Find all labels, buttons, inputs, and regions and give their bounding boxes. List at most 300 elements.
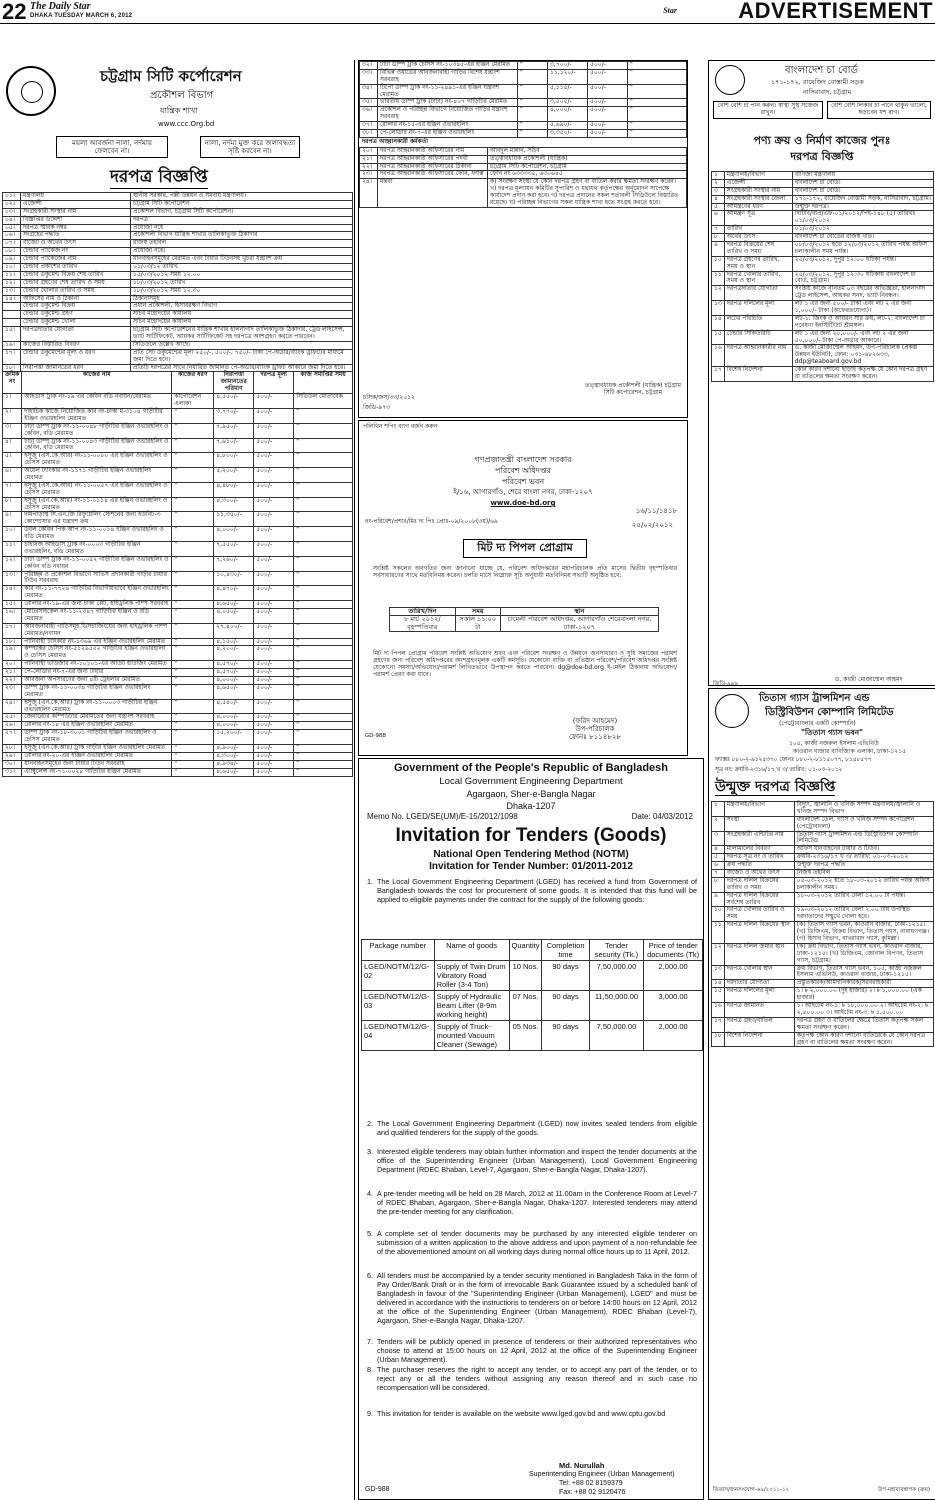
ccc-works-row-cell: ৫০০/- — [254, 661, 294, 669]
ccc-works-row-cell: কার্পোরেশন এলাকা — [172, 394, 214, 409]
ccc-works-row-cell: ৪,৬৫০/- — [214, 601, 254, 609]
ccc-works-row-cell: " — [294, 646, 353, 661]
doe-signature — [569, 717, 621, 741]
ccc-works-row-cell: ৩,৭৭০/- — [214, 408, 254, 423]
tea-row — [712, 256, 934, 271]
ccc-info-row-cell: দরপত্রদাতার যোগ্যতা — [21, 327, 131, 342]
ccc-works-row-cell: ৫০০/- — [254, 684, 294, 699]
ccc-works-row-cell: ৪,০০০/- — [214, 714, 254, 722]
ccc-works-row-cell: ২৮। — [3, 745, 22, 753]
titas-row-cell: ৯ — [712, 892, 725, 907]
titas-row-cell: দরপত্র দলিল বিক্রয়ের সর্বশেষ তারিখ — [724, 892, 794, 907]
tea-row-cell: ২৫/০৩/২০১২, দুপুর ১২:০০ ঘটিকা পর্যন্ত। — [792, 256, 933, 271]
ccc-slogan-right: নালা, নর্দমা মুক্ত করে জলাবদ্ধতা সৃষ্টি করবেন না। — [200, 136, 300, 158]
ccc-works-row-cell: " — [172, 453, 214, 468]
ccc-info-row-cell: চট্টগ্রাম সিটি কর্পোরেশন — [131, 200, 353, 208]
titas-row — [712, 816, 934, 831]
titas-row-cell: ১০ — [712, 907, 725, 922]
ccc-cont-row — [360, 84, 687, 99]
ccc-cont-row-cell: " — [628, 69, 687, 84]
ccc-works-row-cell: ৪,০০০/- — [214, 677, 254, 685]
ccc-works-row-cell: " — [294, 661, 353, 669]
ccc-cont-row-cell: ৫০০/- — [588, 84, 628, 99]
ccc-info-row-cell: চট্টগ্রাম সিটি কর্পোরেশনের যান্ত্রিক শাখার হালনাগাদ তালিকাভুক্ত ঠিকাদার, ট্রেড লাইসেন্স, ভ্যাট সার্টিফিকেট, আয়কর সার্টিফিকেট সহ দরপত্রে অংশগ্রহণ করতে পারবেন। — [131, 327, 353, 342]
ccc-works-row-cell: ইসুজু (এস.কে.আর) নং-১১-০০৫৭ এর ইঞ্জিন ওভারহলিং ও চেসিস মেরামত — [22, 482, 172, 497]
titas-row-cell: দরপত্র দলিল জমার স্থান — [724, 943, 794, 965]
ccc-info-row-cell: ১৮/০৩/২০১২ তারিখ — [131, 279, 353, 287]
titas-row-cell: মালামালের বিবরণ — [724, 846, 794, 854]
ccc-cont-row-cell: টিপো ডাম্প ট্রাক নং-১১-২৪৯১-এর ইঞ্জিন যন্ত্রাংশ মেরামত — [378, 84, 518, 99]
ccc-official-row-cell: মন্তব্য — [378, 179, 488, 208]
lged-td: 3,000.00 — [644, 991, 703, 1021]
tea-row-cell: বাংলাদেশ চা বোর্ডের রাজস্ব খাত। — [792, 234, 933, 242]
tea-row — [712, 187, 934, 195]
ccc-info-row-cell: সচিব মহোদয়ের কার্যালয় — [131, 311, 353, 319]
section-title: ADVERTISEMENT — [738, 0, 933, 23]
ccc-works-row-cell: ৫০০/- — [254, 453, 294, 468]
doe-website: www.doe-bd.org — [490, 499, 556, 507]
tea-row — [712, 286, 934, 301]
ccc-info-row-cell: ০১/০৩/১২ তারিখ — [131, 264, 353, 272]
tea-row-cell: ১১ — [712, 271, 725, 286]
ccc-works-row-cell: ৩১। — [3, 768, 22, 776]
titas-row-cell: ক্রয়বি-২৩১৬/১৭ খ ৩/ তারিখ: ০১-০৩-২০১২ — [794, 854, 933, 862]
ccc-works-table — [3, 394, 353, 776]
lged-signature-title: Superintending Engineer (Urban Management) — [529, 1471, 675, 1478]
ccc-info-row-cell: ০৯। — [3, 256, 21, 264]
ccc-info-row-cell — [3, 311, 21, 319]
ccc-info-row-cell: ০৩। — [3, 208, 21, 216]
tea-row-cell: লট ১ এর জন্য ২০,০০০/- এবং লট ২ এর জন্য ৫০,০০০/- টাকা পে-অর্ডার আকারে। — [792, 330, 933, 345]
doe-strip: পলিথিন শপিং ব্যাগ বর্জন করুন — [363, 423, 438, 430]
titas-row-cell: দরপত্র খোলার তারিখ ও সময় — [724, 907, 794, 922]
ccc-works-row-cell: " — [294, 497, 353, 512]
titas-row — [712, 877, 934, 892]
ccc-cont-row-cell: পে-লোডার নং-৭-এর ইঞ্জিন ওভারহলিং — [378, 130, 518, 138]
ccc-info-row-cell: প্রতি সেট ডকুমেন্টের মূল্য ২৫০/-, ৫০০/-, ৭৫০/- টাকা পে-অর্ডার/ব্যাংক ড্রাফটের মাধ্যমে জমা দিতে হবে। — [131, 349, 353, 364]
ccc-info-row-cell: ঠিকানাসমূহ — [131, 295, 353, 303]
ccc-works-row-cell: " — [172, 571, 214, 586]
ccc-info-row-cell: ১৩। — [3, 287, 21, 295]
tea-table — [711, 171, 934, 382]
ccc-works-row-cell: " — [294, 684, 353, 699]
doe-schedule-table — [389, 607, 659, 632]
ccc-works-row-cell: " — [294, 408, 353, 423]
ccc-works-row-cell: ৫০০/- — [254, 394, 294, 409]
ccc-official-row — [360, 155, 687, 163]
titas-row — [712, 1003, 934, 1018]
doe-header-address: ই/১৬, আগারগাঁও, শেরে বাংলা নগর, ঢাকা-১২০৭ — [453, 488, 593, 496]
ccc-info-row-cell: প্রতিটি দরপত্রের সাথে নির্ধারিত জামানত পে-অর্ডার/ব্যাংক ড্রাফট আকারে জমা দিতে হবে। — [131, 364, 353, 372]
ccc-cont-row-cell: ৩৮। — [360, 130, 378, 138]
ccc-works-row-cell: ৫০০/- — [254, 527, 294, 542]
ccc-works-row-cell: " — [172, 661, 214, 669]
tea-row-cell: ০১/০৩/২০১২ — [792, 226, 933, 234]
titas-row-cell: বিশেষ নির্দেশনা — [724, 1032, 794, 1047]
titas-row-cell: ০৫-০৩-২০১২ হতে ১৮-০৩-২০১২ তারিখ পর্যন্ত অফিস চলাকালীন সময়। — [794, 877, 933, 892]
titas-row — [712, 1017, 934, 1032]
tea-row-cell: সংশ্লিষ্ট কাজে ন্যূনতম ০৩ বছরের অভিজ্ঞতা, হালনাগাদ ট্রেড লাইসেন্স, আয়কর সনদ, ভ্যাট নিবন্ধন। — [792, 286, 933, 301]
ccc-works-row-cell: ৫। — [3, 453, 22, 468]
ccc-works-row-cell: ৪,০০০/- — [214, 722, 254, 730]
ccc-works-row-cell: " — [172, 512, 214, 527]
ccc-works-row-cell: " — [172, 541, 214, 556]
ccc-cont-row-cell: " — [518, 69, 548, 84]
ccc-works-row — [3, 438, 353, 453]
ccc-works-row-cell: " — [294, 601, 353, 609]
ccc-works-row-cell: ৫০০/- — [254, 541, 294, 556]
doe-header-gov: গণপ্রজাতন্ত্রী বাংলাদেশ সরকার — [474, 455, 572, 464]
titas-row-cell: ১৯-০৩-২০১২ তারিখ বেলা ২.০০ টায় উপস্থিত দরদাতাদের সম্মুখে খোলা হবে। — [794, 907, 933, 922]
ccc-works-row-cell: পানিবাহী ভাউজার নং-১০১০১-এর আউট হাউজিং মেরামত — [22, 661, 172, 669]
ccc-works-row-cell: ৮। — [3, 497, 22, 512]
ccc-title: দরপত্র বিজ্ঞপ্তি — [110, 167, 208, 187]
tea-row-cell: ৮ — [712, 234, 725, 242]
ccc-info-row-cell: মন্ত্রণালয় — [21, 193, 131, 201]
ccc-cont-row-cell: ৩,৫০৫/- — [548, 99, 588, 107]
ccc-works-row-cell: " — [172, 482, 214, 497]
tea-table-body — [712, 172, 934, 382]
ccc-works-row-cell: ৫,২০০/- — [214, 468, 254, 483]
ccc-works-row-cell: " — [172, 423, 214, 438]
ccc-works-row-cell: টাটা ডাম্প ট্রাক নং-১১-০০৪৩ গাড়ীটির ইঞ্জিন ওভারহলিং ও কেবিন, বডি মেরামত — [22, 438, 172, 453]
titas-row-cell: ১। আইটেম নং-১: ৳ ১৮,০০০.০০ ২। আইটেম নং-২: ৳ ২,৫০০.০০ ৩। আইটেম নং-৩: ৳ ১,৫০০.০০ — [794, 1003, 933, 1018]
ccc-works-row-cell: যানবাহনসমূহের জন্য টায়ার টিউব সরবরাহ — [22, 760, 172, 768]
ccc-info-row-cell: বাজেট ও অর্থের উৎস — [21, 240, 131, 248]
ccc-works-row-cell: ৫০০/- — [254, 722, 294, 730]
titas-address-1: ১০৫, কাজী নজরুল ইসলাম এভিনিউ — [789, 740, 879, 747]
ccc-works-row — [3, 623, 353, 638]
tea-row-cell: বাংলাদেশ চা বোর্ড। — [792, 187, 933, 195]
ccc-logo-icon — [6, 66, 56, 116]
tea-row — [712, 242, 934, 257]
ccc-works-row-cell: " — [172, 623, 214, 638]
lged-para-text: The purchaser reserves the right to accept any tender, or to accept any part of the tender, or to reject any or all the tenders without assigning any reason thereof and in such case no recompensation will be considered. — [377, 1365, 697, 1392]
lged-td: Supply of Truck-mounted Vacuum Cleaner (Sewage) — [434, 1021, 509, 1051]
ccc-works-row-cell: ৫০০/- — [254, 730, 294, 745]
ccc-works-row-cell: ডাম্প ট্রাক নং-১১-০০৩৪ গাড়িটির ইঞ্জিন ওভারহলিং মেরামত — [22, 684, 172, 699]
ccc-cont-row-cell: টাটা ডাম্প ট্রাক চেসিস নং-১০৩৪৫-এর ইঞ্জিন মেরামত — [378, 62, 518, 70]
ccc-works-row-cell: ১৮। — [3, 638, 22, 646]
ccc-cont-row-cell: প্রকৌশল ও পরিচ্ছন্ন বিভাগে নিয়োজিত গাড়ির যন্ত্রাংশ সরবরাহ — [378, 107, 518, 122]
lged-date: Date: 04/03/2012 — [631, 812, 693, 821]
ccc-works-row-cell: দাহাচিক কাজে নিয়োজিত কার নং-ঢাকা ম-৩১০৪ গাড়ীটির ইঞ্জিন ওভারহলিং মেরামত — [22, 408, 172, 423]
lged-subtitle-number: Invitation for Tender Number: 01/2011-2012 — [429, 861, 633, 872]
ccc-official-row-cell: ২১। — [360, 155, 378, 163]
lged-fax: Fax: +88 02 9120476 — [559, 1489, 626, 1496]
ccc-cont-row-cell: ৩৬। — [360, 107, 378, 122]
ccc-works-row-cell: " — [294, 438, 353, 453]
ccc-cont-row — [360, 107, 687, 122]
ccc-cont-row — [360, 69, 687, 84]
ccc-works-row-cell: " — [172, 468, 214, 483]
titas-gas-notice — [708, 688, 935, 1500]
titas-row-cell: মন্ত্রণালয়/বিভাগ — [724, 802, 794, 817]
ccc-works-row-cell: সিডিউল মোতাবেক — [294, 394, 353, 409]
ccc-works-row-cell: " — [172, 608, 214, 623]
ccc-works-row — [3, 527, 353, 542]
ccc-official-row-cell: ২২। — [360, 163, 378, 171]
ccc-works-row-cell: ডাম্প ট্রাক নং-১৮-৩০০১ গাড়িটির ইঞ্জিন ওভারহলিং ও চেসিস মেরামত — [22, 730, 172, 745]
ccc-info-row-cell: টেন্ডার ডকুমেন্ট বিক্রয় শেষ তারিখ — [21, 271, 131, 279]
tea-row-cell: দরপত্রদাতার যোগ্যতা — [724, 286, 792, 301]
lged-para — [367, 1229, 697, 1256]
titas-row-cell: ১৮-০৩-২০১২ তারিখ বেলা ১২.০০ টা পর্যন্ত। — [794, 892, 933, 907]
tea-row-cell: ১৫ — [712, 330, 725, 345]
ccc-works-row-cell: " — [294, 760, 353, 768]
ccc-info-row-cell: ০৮। — [3, 248, 21, 256]
tea-slogan-1: বেশি বেশি চা পান করুন। স্বাস্থ্য সুস্থ সজেজ রাখুন। — [713, 101, 823, 119]
ccc-works-row-cell: ৫০০/- — [254, 408, 294, 423]
ccc-works-row-cell: পরিচ্ছন্ন ও প্রকৌশল বিভাগে সার্ভিস প্রদানকারী গাড়ীর টায়ার টিউব সরবরাহ — [22, 571, 172, 586]
doe-th-venue: স্থান — [500, 608, 658, 616]
ccc-works-row-cell: " — [172, 669, 214, 677]
lged-para — [367, 1147, 697, 1174]
titas-row-cell: দরপত্র জামানত — [724, 1003, 794, 1018]
lged-td: LGED/NOTM/12/G-02 — [362, 961, 435, 991]
ccc-works-row-cell: " — [294, 586, 353, 601]
tea-id: জিডি-৯৯৬ — [713, 681, 738, 686]
ccc-works-row-cell: রোলার নং-১৯-এর জন্য চাকা প্লেট, হাইড্রলিক পাম্প সরবরাহ — [22, 601, 172, 609]
ccc-works-row-cell: ৫০০/- — [254, 638, 294, 646]
titas-row-cell: (ক) ক্রয় বিভাগ, তিতাস গ্যাস ভবন, কাওরান বাজার, ঢাকা-১২১৫। (খ) ডিজিএম, জোনাল বিপণন, তিতাস গ্যাস, চট্টগ্রাম। — [794, 943, 933, 965]
ccc-works-row-cell: " — [294, 722, 353, 730]
lged-para-num: 5. — [367, 1229, 373, 1238]
lged-para-num: 3. — [367, 1147, 373, 1156]
ccc-works-row-cell: " — [294, 730, 353, 745]
lged-address-2: Dhaka-1207 — [506, 801, 556, 811]
tea-row-cell: ৭ — [712, 226, 725, 234]
ccc-works-row-cell: " — [294, 453, 353, 468]
ccc-signature: তত্ত্বাবধায়ক প্রকৌশলী (যান্ত্রিক) চট্টগ্রাম সিটি কর্পোরেশন, চট্টগ্রাম — [585, 382, 681, 396]
ccc-cont-row-cell: ৩৭। — [360, 122, 378, 130]
tea-row-cell: ৩ — [712, 187, 725, 195]
lged-td: 11,50,000.00 — [589, 991, 644, 1021]
ccc-works-row-cell: ১৯। — [3, 646, 22, 661]
lged-td: LGED/NOTM/12/G-04 — [362, 1021, 435, 1051]
ccc-id: জিডি-৯৭৩ — [363, 404, 391, 411]
ccc-works-row-cell: ৯। — [3, 512, 22, 527]
ccc-info-row — [3, 279, 353, 287]
ccc-info-row-cell: সংগ্রহের পদ্ধতি — [21, 232, 131, 240]
tea-row-cell: ১ — [712, 172, 725, 180]
ccc-works-row-cell: অয়েল ট্যাংকার নং-১১৭১ গাড়ীটির ইঞ্জিন ওভারহলিং মেরামত — [22, 468, 172, 483]
titas-row-cell: দরপত্র দলিলের মূল্য — [724, 988, 794, 1003]
ccc-works-row-cell: " — [294, 482, 353, 497]
ccc-cont-row-cell: ৫০০/- — [588, 107, 628, 122]
ccc-info-row-cell: ১৮। — [3, 364, 21, 372]
titas-row — [712, 892, 934, 907]
ccc-info-row-cell: টেন্ডার ডকুমেন্ট গ্রহণ — [21, 311, 131, 319]
ccc-info-row-cell: কাজের বিস্তারিত বিবরণ — [21, 341, 131, 349]
tea-row — [712, 301, 934, 316]
ccc-works-row-cell: ৪,৫৭০/- — [214, 669, 254, 677]
ccc-works-row-cell: ৫০০/- — [254, 646, 294, 661]
ccc-works-row-cell: ৫০০/- — [254, 745, 294, 753]
ccc-cont-row-cell: " — [518, 107, 548, 122]
doe-memo: নং-পরিবেশ/প্রশাঃ/মিঃ দ্য পিঃ প্রোঃ-০৯/২০০৮(৩য়)/৬৯ — [365, 518, 498, 525]
ccc-info-row — [3, 349, 353, 364]
titas-memo: সূত্র নং: ক্রয়বি-২৩১৬/১৭ খ ৩/ তারিখ: ০১-০৩-২০১২ — [715, 767, 843, 773]
tea-row-cell: উন্মুক্ত দরপত্র। — [792, 203, 933, 211]
titas-row-cell: দরদাতার যোগ্যতা — [724, 980, 794, 988]
ccc-official-row — [360, 179, 687, 208]
ccc-works-row-cell: আইডাস ট্রাক নং-১৯ এর কেবিন বডি নবায়ন/মেরামত — [22, 394, 172, 409]
ccc-works-row-cell: " — [172, 752, 214, 760]
titas-table-body — [712, 802, 934, 1047]
lged-td: 10 Nos. — [509, 961, 542, 991]
ccc-cont-row — [360, 130, 687, 138]
lged-goods-table — [361, 939, 703, 1051]
titas-org-2: ডিস্ট্রিবিউশন কোম্পানি লিমিটেড — [765, 707, 894, 718]
ccc-works-row-cell: ইসুজু (এন.কে.আর) ট্রাক গাড়ীর ইঞ্জিন ওভারহলিং মেরামত — [22, 745, 172, 753]
ccc-works-row-cell: ২১। — [3, 669, 22, 677]
titas-row-cell: ৫ — [712, 854, 725, 862]
lged-para-text: A complete set of tender documents may be purchased by any interested eligible tenderer on submission of a written application to the above address and upon payment of a non-refundable fee of the abovementioned amount on all working days during normal office hours up to 11 April, 2012. — [377, 1229, 697, 1256]
ccc-cont-row-cell: " — [518, 122, 548, 130]
ccc-info-row-cell: টেন্ডার প্রকাশের তারিখ — [21, 264, 131, 272]
tea-row-cell: বাণিজ্য মন্ত্রণালয় — [792, 172, 933, 180]
lged-th: Price of tender documents (Tk) — [644, 940, 703, 961]
paper-date: DHAKA TUESDAY MARCH 6, 2012 — [30, 13, 133, 19]
ccc-official-table — [360, 147, 687, 207]
ccc-works-row — [3, 408, 353, 423]
ccc-cont-row-cell: ১১,১২০/- — [548, 69, 588, 84]
ccc-org-name: চট্টগ্রাম সিটি কর্পোরেশন — [100, 67, 242, 85]
ccc-info-row — [3, 216, 353, 224]
lged-td: 90 days — [542, 991, 589, 1021]
titas-row — [712, 965, 934, 980]
ccc-info-row-cell: ০৫। — [3, 224, 21, 232]
lged-para-num: 8. — [367, 1365, 373, 1374]
ccc-works-row — [3, 423, 353, 438]
ccc-cont-row-cell: ৫,১১৫/- — [548, 84, 588, 99]
ccc-info-row-cell: রাজস্ব তহবিল — [131, 240, 353, 248]
paper-name: The Daily Star — [30, 1, 91, 12]
ccc-info-row-cell: ০১। — [3, 193, 21, 201]
ccc-works-row-cell: " — [172, 556, 214, 571]
ccc-works-row-cell: ১০,৪৩০/- — [214, 571, 254, 586]
ccc-works-row-cell: ১৭। — [3, 623, 22, 638]
ccc-works-header — [3, 372, 353, 394]
ccc-works-row-cell: ৫০০/- — [254, 571, 294, 586]
ccc-works-row-cell: জেনারেটর কম্পিউটার মেরামতের জন্য যন্ত্রাংশ সরবরাহ — [22, 714, 172, 722]
ccc-branch: যান্ত্রিক শাখা — [160, 106, 198, 115]
ccc-official-row-cell: ফোন নং ৬৩৩৩৩৫, ৬৩০৬৪৫ — [488, 171, 687, 179]
tea-row-cell: লট-১: জিংক ও আয়রন সার ক্রয়, লট-২: বাংলাদেশ চা গবেষণা ইনস্টিটিউট শ্রীমঙ্গল। — [792, 315, 933, 330]
ccc-works-row-cell: " — [294, 677, 353, 685]
tea-row-cell: সংগ্রহকারী সংস্থার নাম — [724, 187, 792, 195]
ccc-official-row-cell: তত্ত্বাবধায়ক প্রকৌশলী (যান্ত্রিক) — [488, 155, 687, 163]
titas-foot-right: উপ-মহাব্যবস্থাপক (ক্রয়) — [878, 1487, 930, 1493]
ccc-works-row-cell: ৪,১৫০/- — [214, 638, 254, 646]
ccc-works-row-cell: ৪,৪৭০/- — [214, 586, 254, 601]
titas-row-cell: ১৬ — [712, 1003, 725, 1018]
ccc-works-row-cell: ৫০০/- — [254, 586, 294, 601]
doe-td-venue: চামেলী পরিবেশ অধিদপ্তর, আগারগাঁও শেরেবাংলা নগর, ঢাকা-১২০৭ — [500, 616, 658, 632]
titas-row-cell: ক্রয় বিভাগ, তিতাস গ্যাস ভবন, ১০৫, কাজী নজরুল ইসলাম এভিনিউ, কাওরান বাজার, ঢাকা-১২১৫। — [794, 965, 933, 980]
lged-td: 2,000.00 — [644, 961, 703, 991]
titas-row-cell: ১৫ — [712, 988, 725, 1003]
ccc-works-row-cell: রোলার নং-১৮ এর ইঞ্জিন ওভারহলিং মেরামত — [22, 722, 172, 730]
titas-row-cell: ১। ৳ ২,০০০.০০ (দুই হাজার) ২। ৳ ১,০০০.০০ (এক হাজার) — [794, 988, 933, 1003]
ccc-tender-notice — [0, 60, 355, 1500]
ccc-info-row-cell: টেন্ডার প্যাকেজের নাম — [21, 256, 131, 264]
doe-paragraph-1: সংশ্লিষ্ট সকলের অবগতির জন্য জানানো যাচ্ছে যে, পরিবেশ অধিদপ্তরের মহাপরিচালক প্রতি মাসের দ্বিতীয় বৃহস্পতিবার সর্বসাধারণের সাথে মতবিনিময় করেন। চলতি মাসে নিম্নোক্ত সূচি অনুযায়ী মতবিনিময় সভাটি অনুষ্ঠিত হবে: — [373, 565, 677, 579]
lged-para-1-text: The Local Government Engineering Department (LGED) has received a fund from Government of Bangladesh towards the cost for procurement of some goods. It is intended that this fund will be applied to eligible payments under the contract for the supply of the following goods: — [377, 877, 697, 904]
lged-td: 07 Nos. — [509, 991, 542, 1021]
tea-row-cell: ৬ — [712, 211, 725, 226]
titas-row-cell: বাজেট ও অর্থের উৎস — [724, 870, 794, 878]
titas-logo-icon — [715, 694, 749, 728]
titas-phone: ফ্যাক্সঃ ৮৮০-২-৯১২৫৩৭০ ফোনঃ ৮৮০-২-৮১১৫০৭৭, ৮১৪৮৫৭৭ — [715, 757, 872, 763]
ccc-works-row-cell: পানিবাহী ট্যাংকার নং-১৩৬৯ এর ইঞ্জিন ওভারহলিং মেরামত — [22, 638, 172, 646]
lged-th: Quantity — [509, 940, 542, 961]
ccc-info-row-cell: ১০। — [3, 264, 21, 272]
ccc-works-row-cell: " — [172, 684, 214, 699]
titas-table — [711, 801, 934, 1047]
ccc-works-row-cell: ২৫। — [3, 714, 22, 722]
ccc-table — [2, 192, 353, 777]
titas-row-cell: প্রস্তুতকারক/আমদানিকারক/সরবরাহকারী — [794, 980, 933, 988]
lged-dept: Local Government Engineering Department — [439, 776, 623, 787]
lged-tel: Tel: +88 02 8159379 — [559, 1480, 623, 1487]
lged-td: LGED/NOTM/12/G-03 — [362, 991, 435, 1021]
ccc-works-row-cell: " — [294, 623, 353, 638]
lged-signature-name: Md. Nurullah — [559, 1461, 605, 1470]
ccc-works-row — [3, 453, 353, 468]
ccc-info-row-cell: সচিব মহোদয়ের কার্যালয় — [131, 319, 353, 327]
ccc-official-row-cell: দরপত্র আহ্বানকারী অফিসারের নাম — [378, 147, 488, 155]
lged-table-header — [362, 940, 703, 961]
ccc-cont-row-cell: ৫০০/- — [588, 122, 628, 130]
lged-tender-notice — [358, 758, 704, 1500]
ccc-works-row-cell: মোটরসাইকেল নং-১১-২৩৪৭ গাড়িটির ইঞ্জিন ও বডি মেরামত — [22, 608, 172, 623]
ccc-works-row-cell: " — [294, 638, 353, 646]
doe-sign-name: (ফরিদ আহমেদ) — [572, 717, 618, 725]
ccc-info-row — [3, 208, 353, 216]
ccc-works-row-cell: ১৪। — [3, 586, 22, 601]
tea-row-cell: দরপত্র গ্রহণের তারিখ, সময় ও স্থান — [724, 256, 792, 271]
lged-table-row — [362, 1021, 703, 1051]
tea-row-cell: দরপত্র খোলার তারিখ, সময় ও স্থান — [724, 271, 792, 286]
ccc-works-row-cell: " — [172, 677, 214, 685]
ccc-works-row-cell: " — [294, 556, 353, 571]
ccc-works-row-cell: ৪,৬৫০/- — [214, 684, 254, 699]
ccc-works-row-cell: " — [172, 714, 214, 722]
ccc-info-row-cell: ১৬। — [3, 341, 21, 349]
tea-row-cell: বাংলাদেশ চা বোর্ড। — [792, 179, 933, 187]
titas-row-cell: ১৪ — [712, 980, 725, 988]
official-header: দরপত্র আহ্বানকারী কর্মকর্তা — [362, 137, 428, 145]
ccc-works-row-cell: ২৭। — [3, 730, 22, 745]
tea-row — [712, 271, 934, 286]
ccc-works-row-cell: ৭,৯৫০/- — [214, 423, 254, 438]
ccc-works-row-cell: ১৩। — [3, 571, 22, 586]
ccc-official-row-cell: দরপত্র আহ্বানকারী অফিসারের পদবী — [378, 155, 488, 163]
titas-row — [712, 831, 934, 846]
lged-address-1: Agargaon, Sher-e-Bangla Nagar — [466, 789, 596, 799]
ccc-works-row-cell: ২০। — [3, 661, 22, 669]
ccc-works-row-cell: ২২। — [3, 677, 22, 685]
ccc-works-row-cell: ১৫,২০০/- — [214, 730, 254, 745]
ccc-info-row-cell: নিরাপত্তা জামানতের ধরণ — [21, 364, 131, 372]
ccc-info-row-cell: প্রকৌশলী বিভাগ যান্ত্রিক শাখার তালিকাভুক্ত ঠিকাদার — [131, 232, 353, 240]
ccc-info-row-cell: প্রযোজ্য নহে — [131, 224, 353, 232]
tea-row-cell: ০৮/০৩/২০১২ হতে ১২/০৩/২০১২ তারিখ পর্যন্ত অফিস চলাকালীন সময় পর্যন্ত। — [792, 242, 933, 257]
lged-td: Supply of Twin Drum Vibratory Road Roller (3-4 Ton) — [434, 961, 509, 991]
ccc-cont-row-cell: " — [628, 122, 687, 130]
